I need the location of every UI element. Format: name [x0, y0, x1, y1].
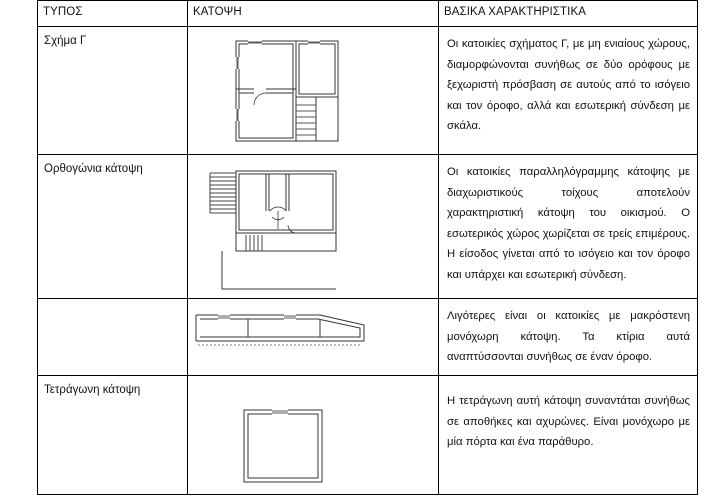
plan-cell — [188, 27, 439, 155]
header-characteristics: ΒΑΣΙΚΑ ΧΑΡΑΚΤΗΡΙΣΤΙΚΑ — [439, 1, 698, 27]
header-type: ΤΥΠΟΣ — [38, 1, 188, 27]
table-row — [38, 299, 698, 376]
type-cell: Τετράγωνη κάτοψη — [38, 376, 188, 495]
plan-cell — [188, 299, 439, 376]
description-cell: Οι κατοικίες σχήματος Γ, με μη ενιαίους χώρους, διαμορφώνονται συνήθως σε δύο ορόφους με ξεχωριστή πρόσβαση σε αυτούς από το ισόγειο και τον όροφο, αλλά και εσωτερική σύνδεση με σκάλα. — [439, 27, 698, 155]
l-shaped-floor-plan-icon — [188, 27, 439, 155]
description-cell: Η τετράγωνη αυτή κάτοψη συναντάται συνήθως σε αποθήκες και αχυρώνες. Είναι μονόχωρο με μία πόρτα και ένα παράθυρο. — [439, 376, 698, 495]
header-row — [38, 1, 698, 27]
table-row — [38, 376, 698, 495]
plan-cell — [188, 155, 439, 299]
table-row — [38, 27, 698, 155]
plan-cell — [188, 376, 439, 495]
elongated-single-room-plan-icon — [188, 299, 439, 376]
typology-table — [37, 0, 698, 495]
type-cell: Σχήμα Γ — [38, 27, 188, 155]
rectangular-floor-plan-icon — [188, 155, 439, 299]
description-cell: Λιγότερες είναι οι κατοικίες με μακρόστενη μονόχωρη κάτοψη. Τα κτίρια αυτά αναπτύσσονται συνήθως σε έναν όροφο. — [439, 299, 698, 376]
square-floor-plan-icon — [188, 376, 439, 495]
description-cell: Οι κατοικίες παραλληλόγραμμης κάτοψης με διαχωριστικούς τοίχους αποτελούν χαρακτηριστική κάτοψη του οικισμού. Ο εσωτερικός χώρος χωρίζεται σε τρείς επιμέρους. Η είσοδος γίνεται από το ισόγειο και τον όροφο και υπάρχει και εσωτερική σύνδεση. — [439, 155, 698, 299]
type-cell: Ορθογώνια κάτοψη — [38, 155, 188, 299]
header-plan: ΚΑΤΟΨΗ — [188, 1, 439, 27]
type-cell — [38, 299, 188, 376]
table-row — [38, 155, 698, 299]
